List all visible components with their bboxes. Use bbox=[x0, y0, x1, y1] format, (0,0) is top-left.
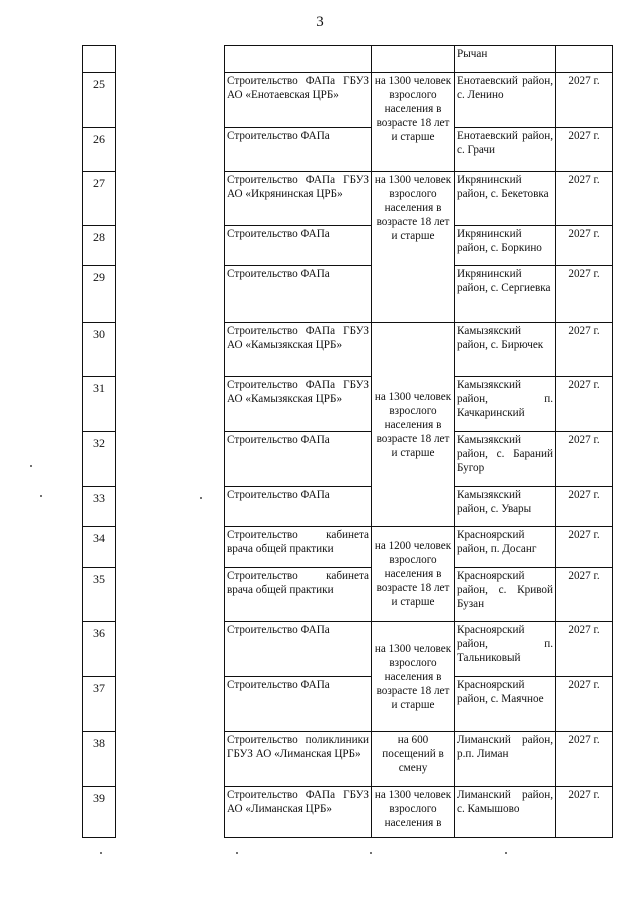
name-cell: Строительство поликлиники ГБУЗ АО «Лиманская ЦРБ» bbox=[225, 732, 372, 787]
location-cell: Камызякский район, с. Бараний Бугор bbox=[455, 432, 556, 487]
year-cell: 2027 г. bbox=[556, 487, 613, 527]
year-cell: 2027 г. bbox=[556, 677, 613, 732]
year-cell: 2027 г. bbox=[556, 527, 613, 568]
location-cell: Лиманский район, с. Камышово bbox=[455, 787, 556, 838]
location-cell: Икрянинский район, с. Бекетовка bbox=[455, 172, 556, 226]
capacity-cell: на 1300 человек взрослого населения в возрасте 18 лет и старше bbox=[372, 172, 455, 323]
row-number-cell: 25 bbox=[83, 73, 116, 128]
table-row bbox=[225, 172, 613, 226]
location-cell: Икрянинский район, с. Боркино bbox=[455, 226, 556, 266]
year-cell: 2027 г. bbox=[556, 266, 613, 323]
year-cell bbox=[556, 46, 613, 73]
scan-speck bbox=[100, 852, 102, 854]
row-number-cell: 34 bbox=[83, 527, 116, 568]
location-cell: Красноярский район, п. Тальниковый bbox=[455, 622, 556, 677]
name-cell: Строительство ФАПа bbox=[225, 677, 372, 732]
year-cell: 2027 г. bbox=[556, 323, 613, 377]
row-number-column bbox=[82, 45, 116, 838]
row-number-cell: 31 bbox=[83, 377, 116, 432]
scan-speck bbox=[370, 852, 372, 854]
capacity-cell bbox=[372, 46, 455, 73]
name-cell: Строительство ФАПа bbox=[225, 128, 372, 172]
capacity-cell: на 600 посещений в смену bbox=[372, 732, 455, 787]
table-row bbox=[225, 323, 613, 377]
location-cell: Камызякский район, с. Увары bbox=[455, 487, 556, 527]
name-cell: Строительство кабинета врача общей практики bbox=[225, 527, 372, 568]
scan-speck bbox=[30, 465, 32, 467]
name-cell: Строительство ФАПа bbox=[225, 226, 372, 266]
row-number-cell: 33 bbox=[83, 487, 116, 527]
location-cell: Камызякский район, с. Бирючек bbox=[455, 323, 556, 377]
table-row bbox=[225, 787, 613, 838]
capacity-cell: на 1300 человек взрослого населения в возрасте 18 лет и старше bbox=[372, 73, 455, 172]
row-number-cell: 27 bbox=[83, 172, 116, 226]
scan-speck bbox=[505, 852, 507, 854]
construction-table bbox=[224, 45, 613, 838]
location-cell: Красноярский район, с. Кривой Бузан bbox=[455, 568, 556, 622]
location-cell: Енотаевский район, с. Ленино bbox=[455, 73, 556, 128]
name-cell bbox=[225, 46, 372, 73]
table-row bbox=[225, 46, 613, 73]
table-row bbox=[225, 73, 613, 128]
capacity-cell: на 1300 человек взрослого населения в возрасте 18 лет и старше bbox=[372, 323, 455, 527]
location-cell: Красноярский район, с. Маячное bbox=[455, 677, 556, 732]
year-cell: 2027 г. bbox=[556, 172, 613, 226]
location-cell: Икрянинский район, с. Сергиевка bbox=[455, 266, 556, 323]
location-cell: Красноярский район, п. Досанг bbox=[455, 527, 556, 568]
location-cell: Лиманский район, р.п. Лиман bbox=[455, 732, 556, 787]
row-number-cell bbox=[83, 46, 116, 73]
name-cell: Строительство ФАПа bbox=[225, 266, 372, 323]
table-row bbox=[225, 527, 613, 568]
capacity-cell: на 1200 человек взрослого населения в возрасте 18 лет и старше bbox=[372, 527, 455, 622]
year-cell: 2027 г. bbox=[556, 128, 613, 172]
row-number-cell: 39 bbox=[83, 787, 116, 838]
capacity-cell: на 1300 человек взрослого населения в возрасте 18 лет и старше bbox=[372, 622, 455, 732]
year-cell: 2027 г. bbox=[556, 73, 613, 128]
name-cell: Строительство ФАПа ГБУЗ АО «Лиманская ЦРБ» bbox=[225, 787, 372, 838]
row-number-cell: 36 bbox=[83, 622, 116, 677]
name-cell: Строительство ФАПа ГБУЗ АО «Камызякская ЦРБ» bbox=[225, 377, 372, 432]
name-cell: Строительство кабинета врача общей практики bbox=[225, 568, 372, 622]
location-cell: Енотаевский район, с. Грачи bbox=[455, 128, 556, 172]
page-number: 3 bbox=[316, 14, 324, 30]
year-cell: 2027 г. bbox=[556, 226, 613, 266]
scan-speck bbox=[200, 497, 202, 499]
year-cell: 2027 г. bbox=[556, 732, 613, 787]
capacity-cell: на 1300 человек взрослого населения в bbox=[372, 787, 455, 838]
table-row bbox=[225, 622, 613, 677]
year-cell: 2027 г. bbox=[556, 787, 613, 838]
name-cell: Строительство ФАПа ГБУЗ АО «Икрянинская ЦРБ» bbox=[225, 172, 372, 226]
name-cell: Строительство ФАПа bbox=[225, 622, 372, 677]
name-cell: Строительство ФАПа ГБУЗ АО «Енотаевская ЦРБ» bbox=[225, 73, 372, 128]
name-cell: Строительство ФАПа ГБУЗ АО «Камызякская ЦРБ» bbox=[225, 323, 372, 377]
row-number-cell: 26 bbox=[83, 128, 116, 172]
year-cell: 2027 г. bbox=[556, 622, 613, 677]
table-row bbox=[225, 732, 613, 787]
location-cell: Камызякский район, п. Качкаринский bbox=[455, 377, 556, 432]
scan-speck bbox=[40, 495, 42, 497]
row-number-cell: 28 bbox=[83, 226, 116, 266]
scan-speck bbox=[236, 852, 238, 854]
name-cell: Строительство ФАПа bbox=[225, 432, 372, 487]
name-cell: Строительство ФАПа bbox=[225, 487, 372, 527]
row-number-cell: 29 bbox=[83, 266, 116, 323]
year-cell: 2027 г. bbox=[556, 432, 613, 487]
row-number-cell: 37 bbox=[83, 677, 116, 732]
location-cell: Рычан bbox=[455, 46, 556, 73]
row-number-cell: 30 bbox=[83, 323, 116, 377]
row-number-cell: 38 bbox=[83, 732, 116, 787]
row-number-cell: 35 bbox=[83, 568, 116, 622]
year-cell: 2027 г. bbox=[556, 568, 613, 622]
year-cell: 2027 г. bbox=[556, 377, 613, 432]
row-number-cell: 32 bbox=[83, 432, 116, 487]
